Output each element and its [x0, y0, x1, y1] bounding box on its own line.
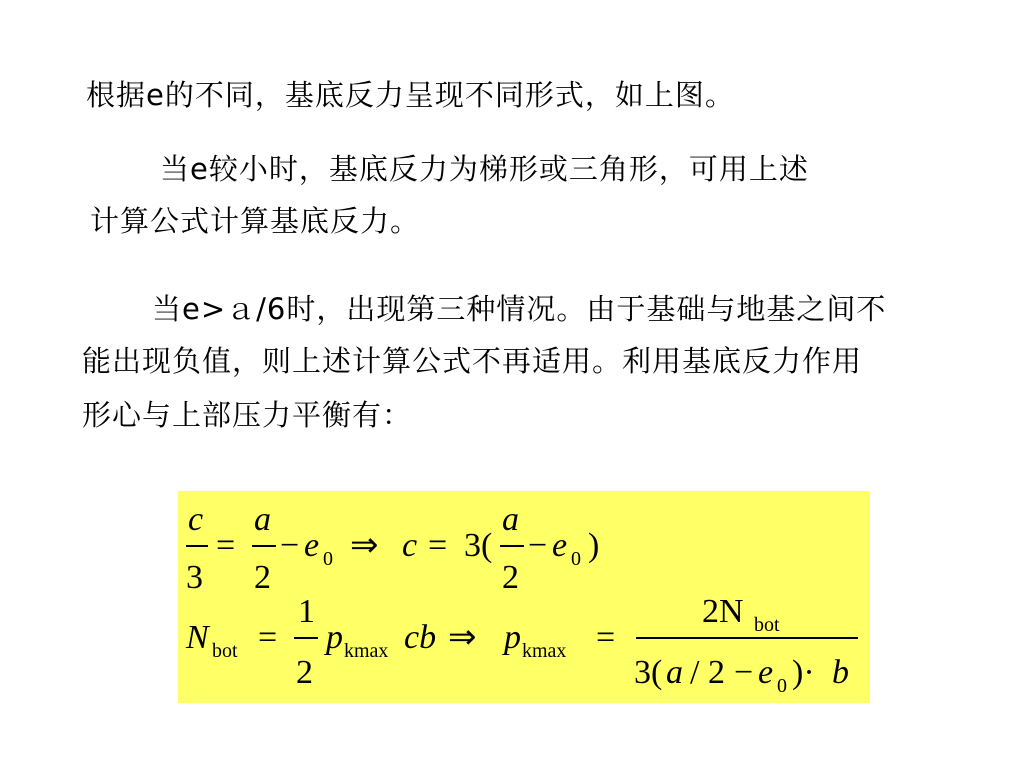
paragraph-3-line-1: 当e>ａ/6时，出现第三种情况。由于基础与地基之间不	[152, 292, 887, 326]
row1-e-sub-1: 0	[323, 548, 333, 570]
formula-svg	[178, 491, 870, 703]
row1-lhs-numerator: c	[188, 501, 204, 538]
row1-three-paren: 3(	[464, 527, 493, 564]
paragraph-3-line-3: 形心与上部压力平衡有：	[82, 398, 413, 432]
row2-N: N	[186, 619, 209, 656]
paragraph-1: 根据e的不同，基底反力呈现不同形式，如上图。	[86, 78, 735, 112]
row1-minus-1: −	[280, 527, 300, 564]
row1-close-paren: )	[588, 527, 600, 564]
formula-box	[178, 491, 870, 703]
row2-rhs-den-e: e	[758, 654, 774, 691]
row2-half-numerator: 1	[298, 593, 315, 630]
row2-rhs-den-close-dot: )·	[792, 654, 815, 691]
row2-rhs-den-minus: −	[734, 654, 754, 691]
row2-p-2: p	[504, 619, 521, 656]
row1-e-1: e	[304, 527, 320, 564]
row1-equals-1: =	[216, 527, 236, 564]
row2-rhs-den-e-sub: 0	[777, 675, 787, 697]
row2-rhs-den-a: a	[666, 654, 683, 691]
row1-implies: ⇒	[350, 527, 379, 564]
row2-half-denominator: 2	[296, 654, 313, 691]
row2-p-sub-2: kmax	[522, 640, 567, 662]
row1-lhs-denominator: 3	[186, 559, 203, 596]
row2-implies: ⇒	[448, 619, 477, 656]
row2-rhs-den-b: b	[832, 654, 849, 691]
row2-equals-2: =	[596, 619, 616, 656]
row1-frac-denominator: 2	[254, 559, 271, 596]
row1-equals-2: =	[428, 527, 448, 564]
row2-cb: cb	[404, 619, 437, 656]
row2-N-sub: bot	[212, 640, 238, 662]
row2-rhs-den-slash-two: / 2	[690, 654, 725, 691]
row1-e-sub-2: 0	[571, 548, 581, 570]
row1-e-2: e	[552, 527, 568, 564]
paragraph-3-line-2: 能出现负值，则上述计算公式不再适用。利用基底反力作用	[82, 344, 863, 378]
row1-frac2-numerator: a	[502, 501, 519, 538]
row2-equals-1: =	[258, 619, 278, 656]
paragraph-2-line-1: 当e较小时，基底反力为梯形或三角形，可用上述	[160, 152, 809, 186]
row1-c: c	[402, 527, 418, 564]
row2-p-1: p	[326, 619, 343, 656]
row2-p-sub-1: kmax	[344, 640, 389, 662]
paragraph-2-line-2: 计算公式计算基底反力。	[90, 204, 421, 238]
row2-rhs-numerator: 2N	[702, 593, 744, 630]
row2-rhs-numerator-sub: bot	[754, 614, 780, 636]
row1-frac-numerator: a	[254, 501, 271, 538]
row1-frac2-denominator: 2	[502, 559, 519, 596]
row1-minus-2: −	[528, 527, 548, 564]
row2-rhs-den-start: 3(	[634, 654, 663, 691]
